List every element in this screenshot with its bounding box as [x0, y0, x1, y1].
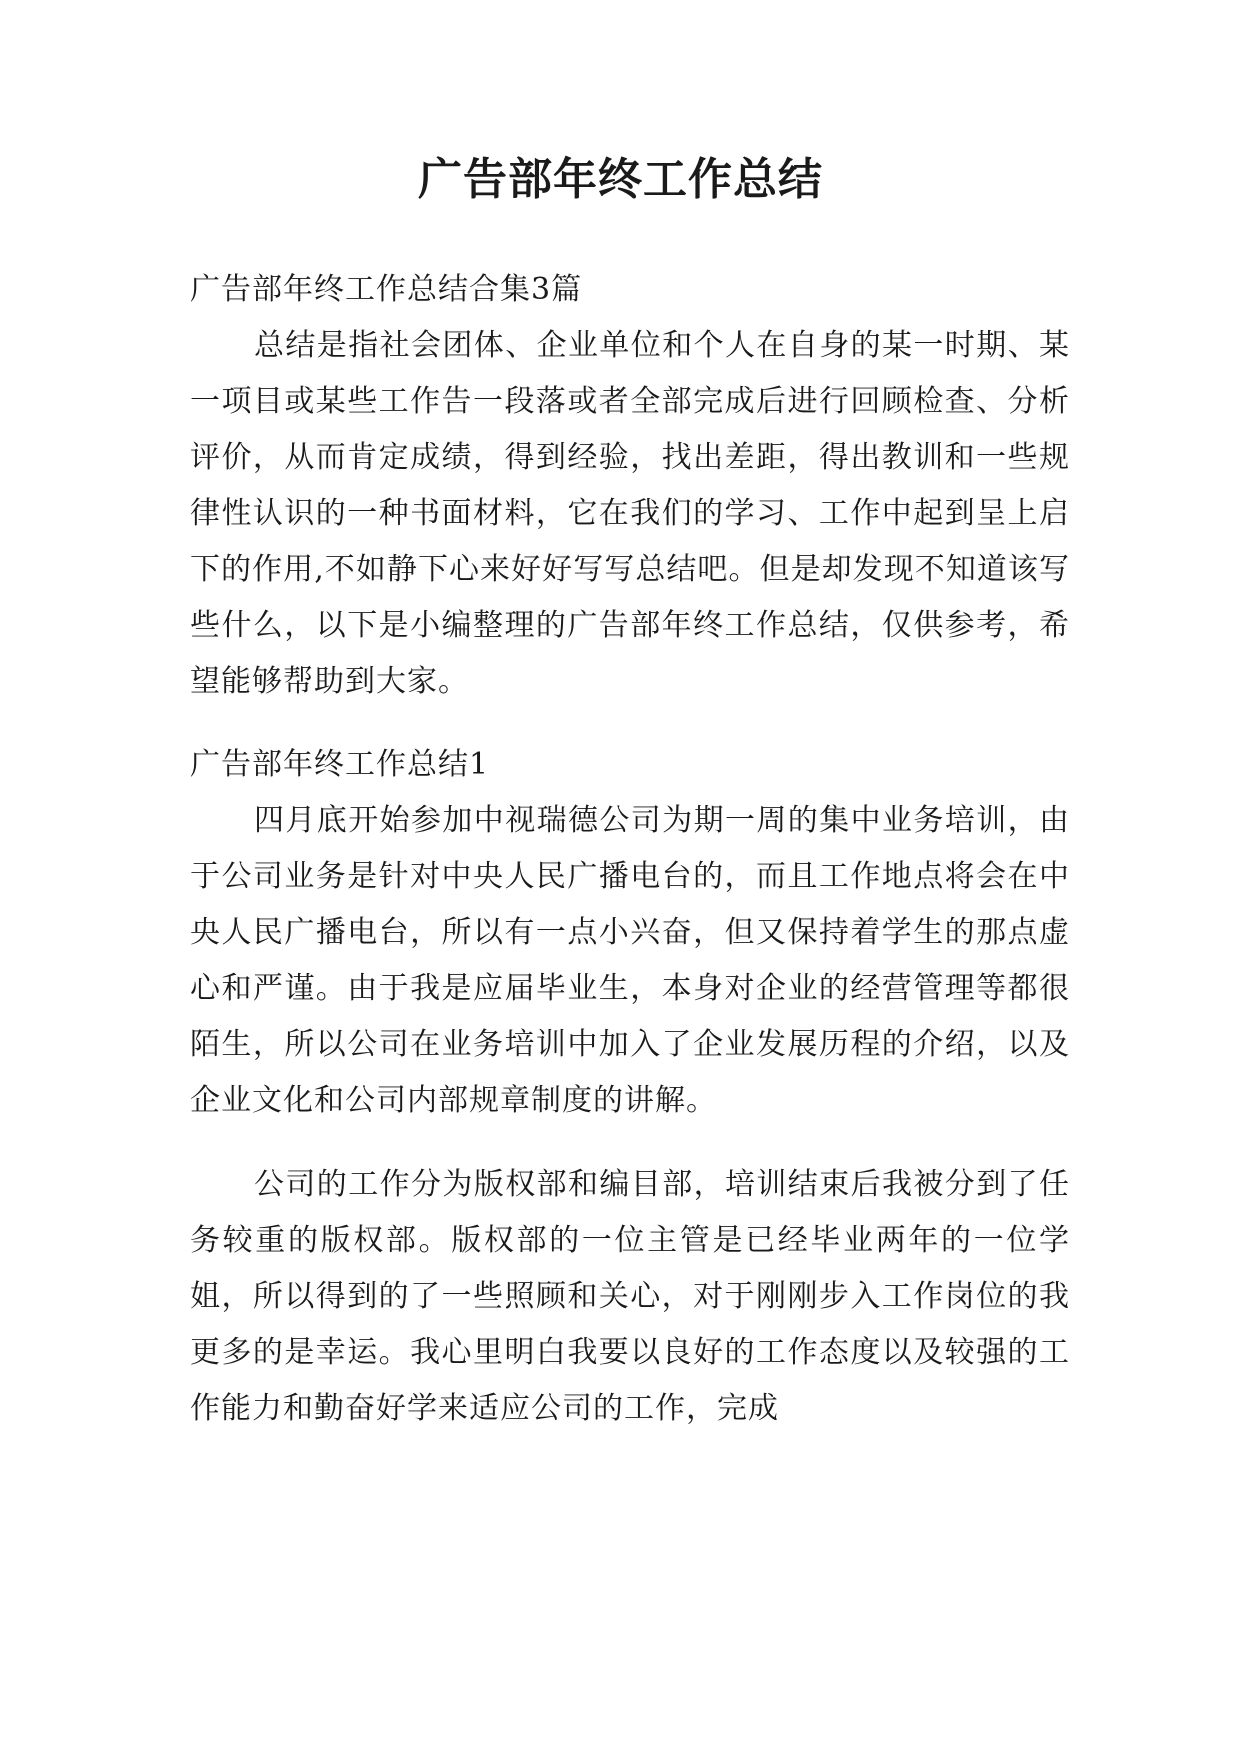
document-title: 广告部年终工作总结 — [418, 154, 823, 205]
intro-paragraph: 总结是指社会团体、企业单位和个人在自身的某一时期、某一项目或某些工作告一段落或者全部完成后进行回顾检查、分析评价，从而肯定成绩，得到经验，找出差距，得出教训和一些规律性认识的一种书面材料，它在我们的学习、工作中起到呈上启下的作用,不如静下心来好好写写总结吧。但是却发现不知道该写些什么，以下是小编整理的广告部年终工作总结，仅供参考，希望能够帮助到大家。 — [190, 328, 1070, 699]
intro-heading: 广告部年终工作总结合集3篇 — [190, 272, 583, 307]
section-1-paragraph-1: 四月底开始参加中视瑞德公司为期一周的集中业务培训，由于公司业务是针对中央人民广播电台的，而且工作地点将会在中央人民广播电台，所以有一点小兴奋，但又保持着学生的那点虚心和严谨。由于我是应届毕业生，本身对企业的经营管理等都很陌生，所以公司在业务培训中加入了企业发展历程的介绍，以及企业文化和公司内部规章制度的讲解。 — [190, 803, 1070, 1118]
section-1-heading: 广告部年终工作总结1 — [190, 747, 490, 782]
section-1-paragraph-2: 公司的工作分为版权部和编目部，培训结束后我被分到了任务较重的版权部。版权部的一位主管是已经毕业两年的一位学姐，所以得到的了一些照顾和关心，对于刚刚步入工作岗位的我更多的是幸运。我心里明白我要以良好的工作态度以及较强的工作能力和勤奋好学来适应公司的工作，完成 — [190, 1167, 1070, 1426]
